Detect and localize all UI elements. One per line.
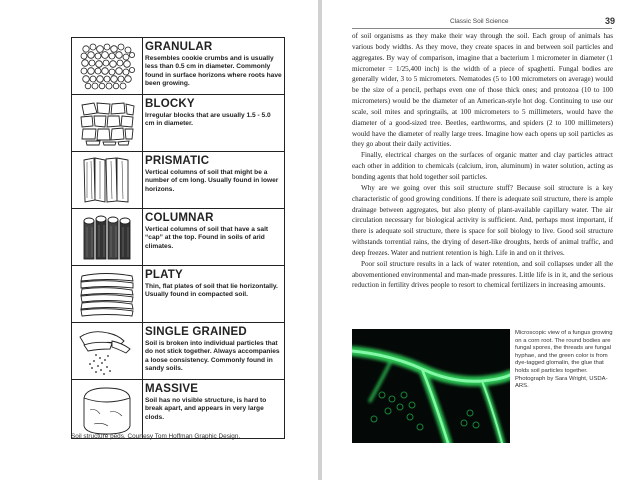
soil-type-name: PRISMATIC bbox=[145, 155, 210, 167]
soil-type-name: COLUMNAR bbox=[145, 212, 214, 224]
soil-type-name: GRANULAR bbox=[145, 41, 213, 53]
soil-type-name: BLOCKY bbox=[145, 98, 195, 110]
soil-type-description: Soil is broken into individual particles that do not stick together. Always accompanies a loose consistency. Commonly found in sandy soils. bbox=[145, 340, 280, 372]
soil-type-description: Resembles cookie crumbs and is usually less than 0.5 cm in diameter. Commonly found in surface horizons where roots have been growing. bbox=[145, 55, 282, 87]
soil-type-name: MASSIVE bbox=[145, 383, 199, 395]
soil-type-description: Vertical columns of soil that have a salt “cap” at the top. Found in soils of arid climates. bbox=[145, 226, 269, 250]
body-paragraph: Poor soil structure results in a lack of water retention, and soil collapses under all the abovementioned environmental and man-made pressures. Little life is in it, and the serious reduction in fertility drives people to resort to chemical fertilizers in increasing amounts. bbox=[352, 259, 613, 290]
running-head: Classic Soil Science bbox=[450, 18, 509, 25]
soil-type-name: PLATY bbox=[145, 269, 183, 281]
body-paragraph: of soil organisms as they make their way through the soil. Each group of animals has various body widths. As they move, they create spaces in and between soil particles and aggregates. By way of comparison, imagine that a bacterium 1 micrometer in diameter (1 micrometer = 1/25,400 inch) is the width of a piece of spaghetti. Fungal bodies are generally wider, 3 to 5 micrometers. Nematodes (5 to 100 micrometers on average) would be the size of a pencil, perhaps even one of those thick ones; and protozoa (10 to 100 micrometers) would be the diameter of an American-style hot dog. Continuing to use our scale, soil mites and springtails, at 100 micrometers to 5 millimeters, would have the diameter of a good-sized tree. Beetles, earthworms, and spiders (2 to 100 millimeters) would have the diameter of really large trees. Imagine how each opens up soil particles as they go about their daily activities. bbox=[352, 32, 613, 149]
figure-caption: Soil structure peds. Courtesy Tom Hoffman Graphic Design. bbox=[71, 433, 241, 440]
massive-soil-icon bbox=[72, 380, 143, 438]
soil-row-granular bbox=[72, 38, 284, 95]
granular-soil-icon bbox=[72, 38, 143, 94]
soil-type-description: Irregular blocks that are usually 1.5 - 5.0 cm in diameter. bbox=[145, 112, 271, 128]
blocky-soil-icon bbox=[72, 95, 143, 151]
prismatic-soil-icon bbox=[72, 152, 143, 208]
soil-structure-table bbox=[71, 37, 285, 439]
platy-soil-icon bbox=[72, 266, 143, 322]
fungus-micrograph-photo bbox=[352, 329, 510, 443]
soil-row-massive bbox=[72, 380, 284, 438]
soil-row-columnar bbox=[72, 209, 284, 266]
soil-row-single-grained bbox=[72, 323, 284, 380]
columnar-soil-icon bbox=[72, 209, 143, 265]
soil-row-prismatic bbox=[72, 152, 284, 209]
single-grained-soil-icon bbox=[72, 323, 143, 379]
header-rule bbox=[352, 28, 612, 29]
soil-row-blocky bbox=[72, 95, 284, 152]
soil-type-description: Vertical columns of soil that might be a number of cm long. Usually found in lower horizons. bbox=[145, 169, 279, 193]
soil-type-name: SINGLE GRAINED bbox=[145, 326, 247, 338]
page-number: 39 bbox=[605, 16, 616, 26]
soil-type-description: Soil has no visible structure, is hard to break apart, and appears in very large clods. bbox=[145, 397, 267, 421]
body-paragraph: Why are we going over this soil structure stuff? Because soil structure is a key characteristic of good growing conditions. If there is adequate soil structure, there is ample drainage between aggregates, but also plenty of plant-available capillary water. The air circulation necessary for biological activity is sufficient. And, perhaps most important, if there is adequate soil structure, there is space for soil biology to live. Good soil structure withstands torrential rains, the drying of desert-like droughts, herds of animal traffic, and deep freezes. Water and nutrient retention is high. Life in and on it thrives. bbox=[352, 183, 613, 257]
photo-caption: Microscopic view of a fungus growing on a corn root. The round bodies are fungal spores, the threads are fungal hyphae, and the green color is from dye-tagged glomalin, the glue that holds soil particles together. Photograph by Sara Wright, USDA-ARS. bbox=[515, 330, 613, 390]
soil-row-platy bbox=[72, 266, 284, 323]
body-text bbox=[352, 31, 613, 291]
body-paragraph: Finally, electrical charges on the surfaces of organic matter and clay particles attract each other in addition to chemicals (calcium, iron, aluminum) in water solution, acting as bonding agents that hold together soil particles. bbox=[352, 151, 613, 181]
soil-type-description: Thin, flat plates of soil that lie horizontally. Usually found in compacted soil. bbox=[145, 283, 278, 299]
